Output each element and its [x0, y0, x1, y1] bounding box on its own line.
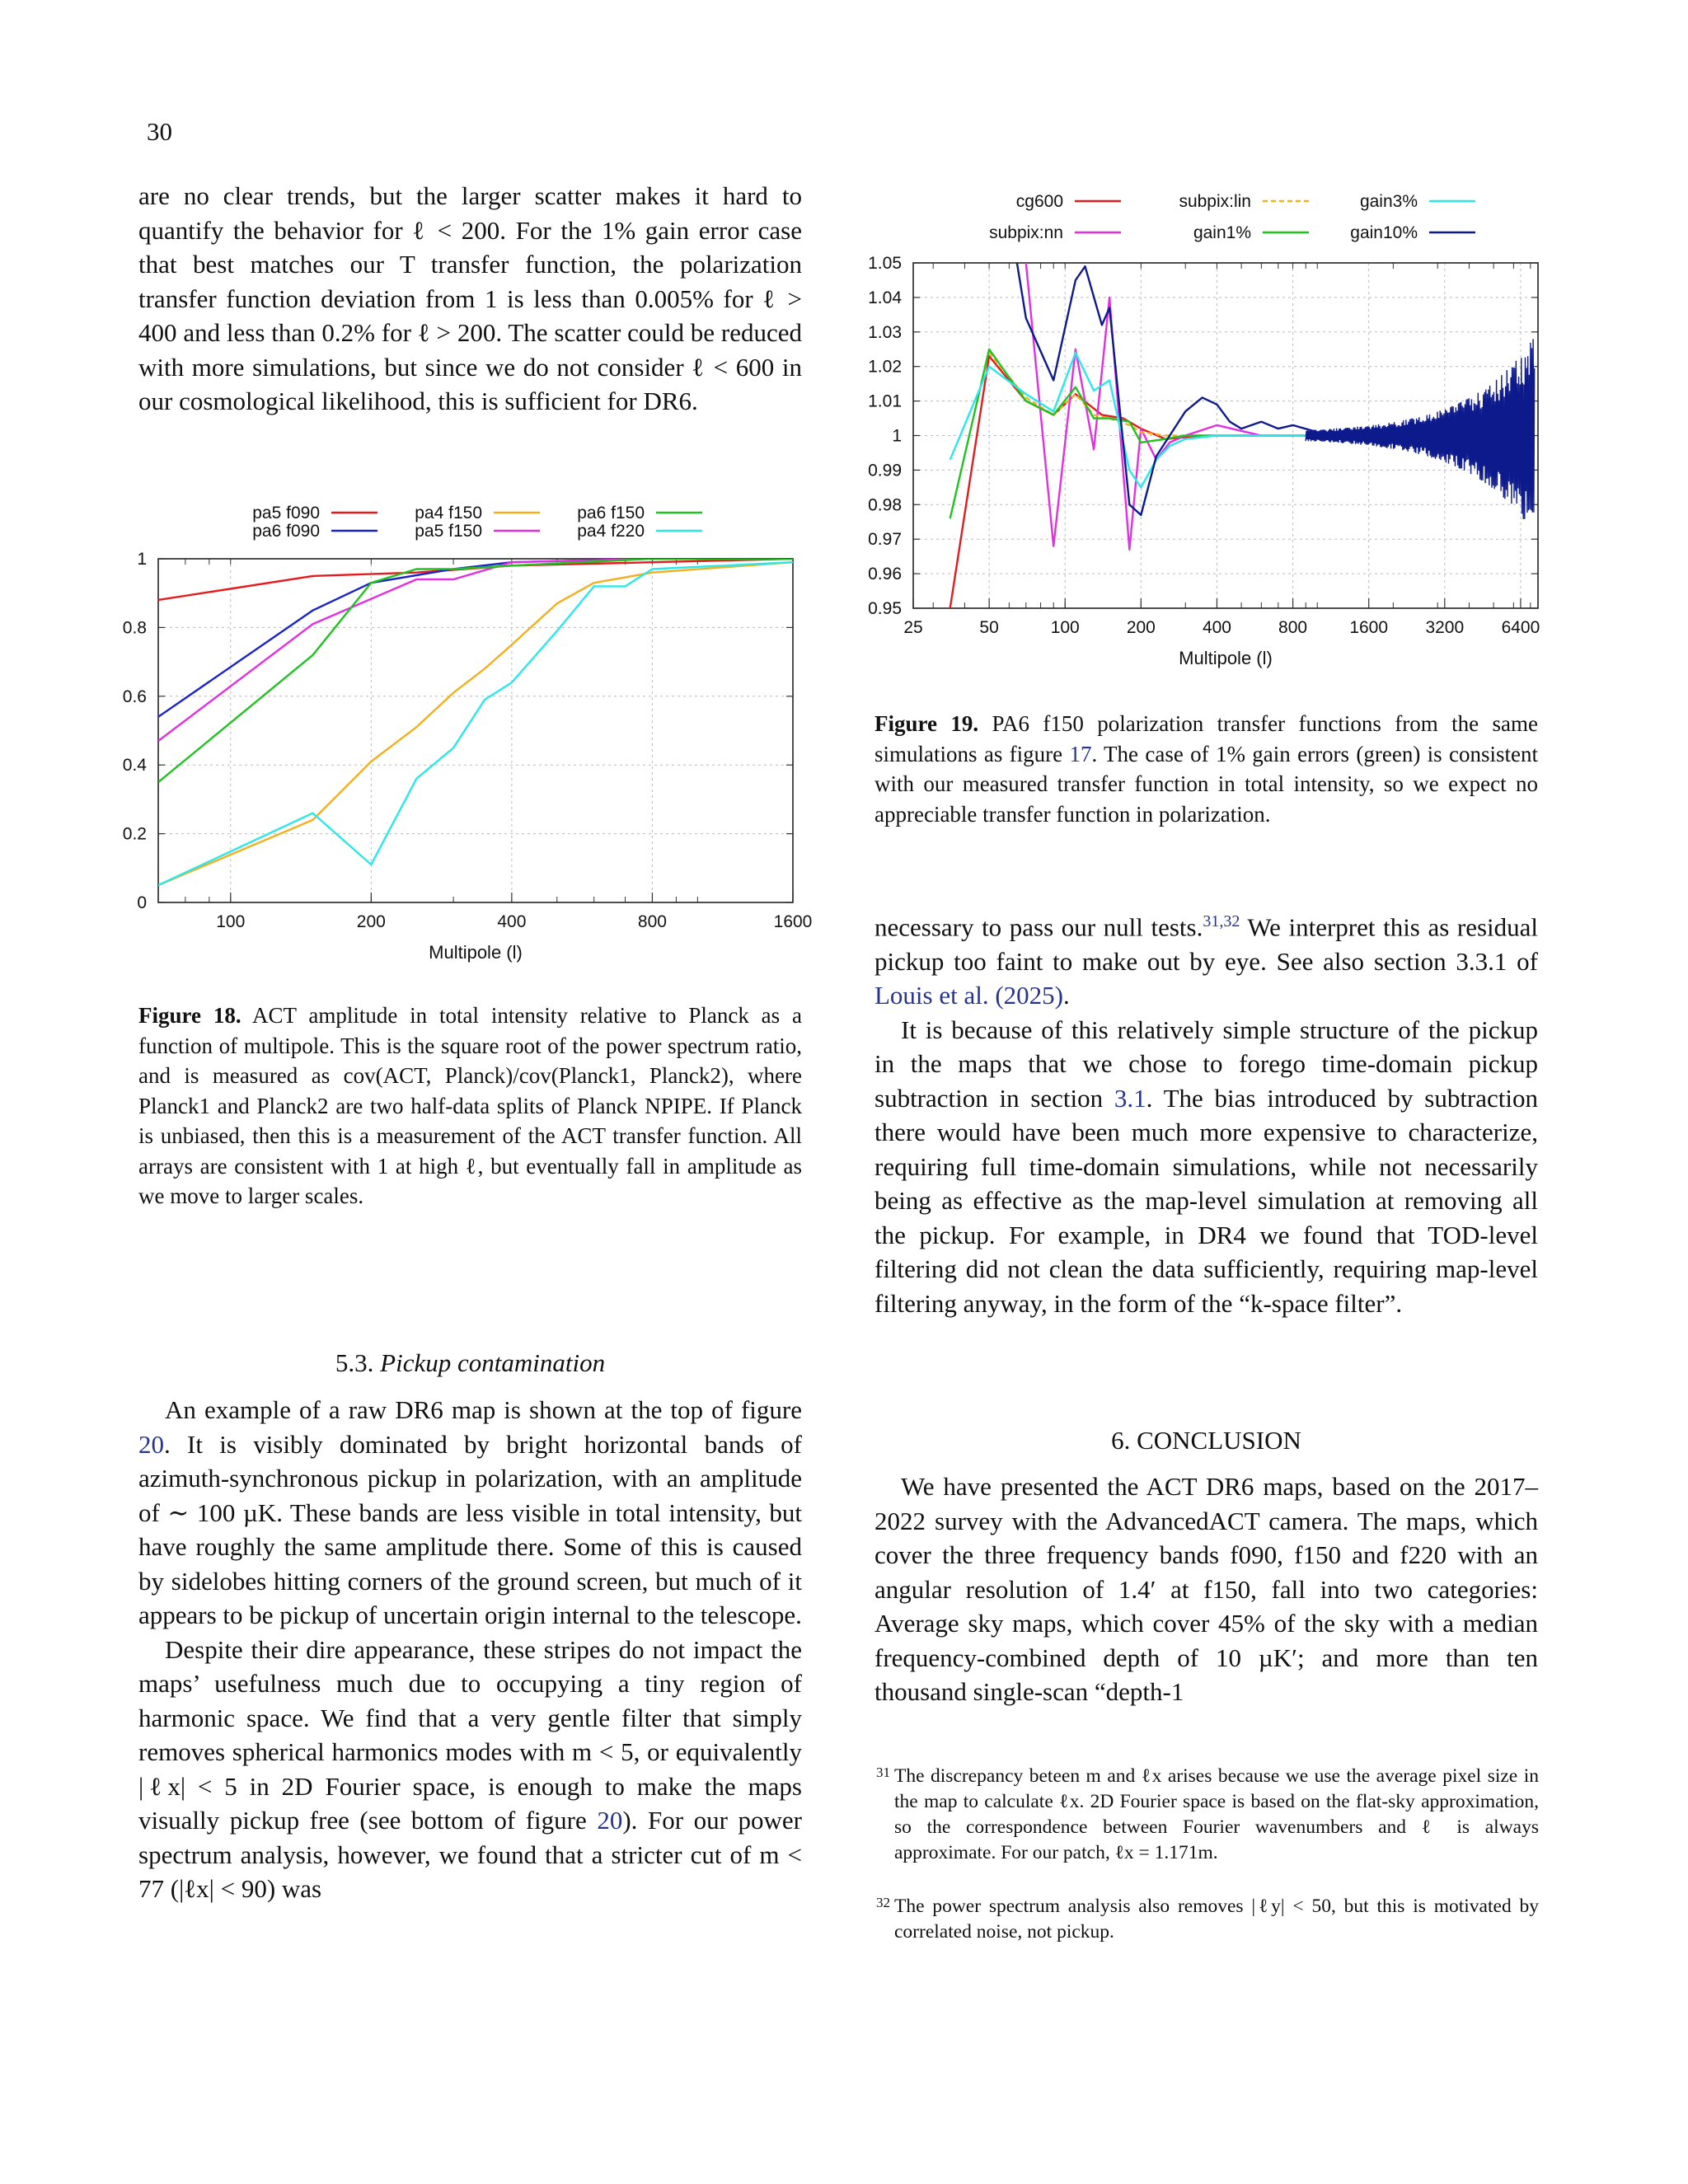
footnote-31-mark: 31 [876, 1765, 890, 1780]
x-tick-label: 3200 [1425, 618, 1465, 637]
y-tick-label: 0.98 [868, 495, 902, 515]
x-tick-label: 6400 [1501, 618, 1540, 637]
footnote-31-text: The discrepancy beteen m and ℓx arises because we use the average pixel size in the map to calculate ℓx. 2D Fourier space is based on the flat-sky approximation, so the correspondence between Fourier wavenumbers and ℓ is always approximate. For our patch, ℓx = 1.171m. [894, 1765, 1539, 1863]
section-5-3-number: 5.3. [335, 1348, 374, 1377]
section-3-1-ref-link[interactable]: 3.1 [1114, 1083, 1146, 1113]
figure-18-grid [158, 559, 793, 902]
x-tick-label: 200 [356, 912, 386, 931]
x-tick-label: 1600 [773, 912, 813, 931]
right-para1 [874, 905, 1538, 1013]
legend-label: pa6 f150 [577, 504, 645, 523]
figure-18-caption-text: ACT amplitude in total intensity relative to Planck as a function of multipole. This is the square root of the power spectrum ratio, and is measured as cov(ACT, Planck)/cov(Planck1, Planck2), where Planck1 and Planck2 are two half-data splits of Planck NPIPE. If Planck is unbiased, then this is a measurement of the ACT transfer function. All arrays are consistent with 1 at high ℓ, but eventually fall in amplitude as we move to larger scales. [138, 1003, 802, 1208]
right-para2-a: It is because of this relatively simple structure of the pickup in the maps that we chose to forego time-domain pickup subtraction in section [874, 1015, 1538, 1113]
right-para1-b: We interpret this as residual pickup too faint to make out by eye. See also section 3.3.1 of [874, 912, 1538, 976]
legend-label: pa6 f090 [252, 522, 320, 541]
series-line-pa6-f090 [158, 559, 793, 717]
legend-label: pa5 f150 [415, 522, 482, 541]
section-5-3-title: Pickup contamination [380, 1348, 606, 1377]
figure-18-legend [252, 504, 702, 541]
y-tick-label: 0.8 [122, 618, 147, 638]
conclusion-heading: 6. CONCLUSION [1111, 1426, 1301, 1455]
figure-19-caption-label: Figure 19. [874, 711, 979, 736]
y-tick-label: 1.03 [868, 322, 902, 342]
y-tick-label: 1 [137, 550, 147, 569]
figure-19-legend [989, 192, 1475, 242]
left-para3-b: ). For our power spectrum analysis, however, we found that a stricter cut of m < 77 (|ℓx| < 90) was [138, 1806, 802, 1903]
y-tick-label: 0.95 [868, 599, 902, 618]
series-line-cg600 [950, 356, 1470, 608]
y-tick-label: 0 [137, 893, 147, 912]
legend-label: pa4 f220 [577, 522, 645, 541]
left-para2 [138, 1393, 802, 1633]
series-line-pa5-f090 [158, 559, 793, 600]
footnote-ref-31-32[interactable]: 31,32 [1203, 912, 1240, 930]
y-tick-label: 0.96 [868, 565, 902, 584]
figure-19-axes [868, 254, 1540, 668]
right-para2 [874, 1013, 1538, 1321]
figure-17-ref-link[interactable]: 17 [1069, 741, 1092, 766]
left-paragraph-1 [138, 179, 802, 419]
series-line-subpix-lin [989, 353, 1469, 436]
series-line-pa4-f220 [158, 562, 793, 885]
figure-19-chart [841, 180, 1566, 691]
legend-label: pa5 f090 [252, 504, 320, 523]
series-line-gain3- [950, 353, 1470, 488]
x-tick-label: 100 [216, 912, 246, 931]
legend-label: pa4 f150 [415, 504, 482, 523]
figure-18-chart [107, 494, 832, 981]
figure-19-caption-a: PA6 f150 polarization transfer functions from the same simulations as figure [874, 711, 1539, 766]
x-tick-label: 800 [1278, 618, 1308, 637]
x-tick-label: 800 [637, 912, 667, 931]
left-para3-a: Despite their dire appearance, these stripes do not impact the maps’ usefulness much due to occupying a tiny region of harmonic space. We find that a very gentle filter that simply removes spherical harmonics modes with m < 5, or equivalently |ℓx| < 5 in 2D Fourier space, is enough to make the maps visually pickup free (see bottom of figure [138, 1634, 802, 1835]
x-axis-label: Multipole (l) [429, 942, 523, 963]
y-tick-label: 1.05 [868, 254, 902, 273]
figure-18-caption [138, 1001, 802, 1212]
figure-19-series [950, 180, 1535, 608]
footnote-32 [876, 1894, 1539, 1945]
right-body [874, 905, 1538, 1320]
left-para2-a: An example of a raw DR6 map is shown at the top of figure [165, 1395, 802, 1424]
x-tick-label: 100 [1050, 618, 1080, 637]
footnote-32-mark: 32 [876, 1895, 890, 1910]
legend-label: subpix:nn [989, 223, 1063, 242]
x-tick-label: 25 [903, 618, 923, 637]
figure-20-ref-link-2[interactable]: 20 [597, 1806, 623, 1835]
footnote-32-text: The power spectrum analysis also removes |ℓy| < 50, but this is motivated by correlated noise, not pickup. [894, 1896, 1539, 1943]
section-5-3-heading [138, 1348, 802, 1378]
legend-label: subpix:lin [1179, 192, 1251, 211]
louis-2025-citation-link[interactable]: Louis et al. (2025) [874, 981, 1064, 1010]
figure-19-caption [874, 709, 1538, 829]
conclusion-body [874, 1469, 1538, 1709]
y-tick-label: 0.97 [868, 530, 902, 550]
y-tick-label: 1 [892, 426, 902, 446]
legend-label: gain1% [1193, 223, 1251, 242]
x-tick-label: 400 [497, 912, 527, 931]
right-para1-a: necessary to pass our null tests. [874, 912, 1203, 942]
legend-label: gain10% [1350, 223, 1418, 242]
series-line-pa4-f150 [158, 562, 793, 885]
y-tick-label: 0.6 [122, 687, 147, 706]
y-tick-label: 0.99 [868, 461, 902, 480]
series-line-gain10-noise [1306, 339, 1535, 519]
figure-18-caption-label: Figure 18. [138, 1003, 241, 1028]
figure-18-axes [123, 550, 813, 963]
x-tick-label: 50 [979, 618, 999, 637]
left-para1-text: are no clear trends, but the larger scatter makes it hard to quantify the behavior for ℓ < 200. For the 1% gain error case that best matches our T transfer function, the polarization transfer function deviation from 1 is less than 0.005% for ℓ > 400 and less than 0.2% for ℓ > 200. The scatter could be reduced with more simulations, but since we do not consider ℓ < 600 in our cosmological likelihood, this is sufficient for DR6. [138, 181, 802, 415]
left-para2-b: . It is visibly dominated by bright horizontal bands of azimuth-synchronous pickup in polarization, with an amplitude of ∼ 100 µK. These bands are less visible in total intensity, but have roughly the same amplitude there. Some of this is caused by sidelobes hitting corners of the ground screen, but much of it appears to be pickup of uncertain origin internal to the telescope. [138, 1429, 802, 1629]
left-section-body [138, 1393, 802, 1906]
x-tick-label: 400 [1202, 618, 1231, 637]
legend-label: gain3% [1359, 192, 1418, 211]
series-line-pa6-f150 [158, 559, 793, 782]
left-para3 [138, 1633, 802, 1906]
plot-frame [158, 559, 793, 902]
right-para1-c: . [1063, 981, 1070, 1010]
figure-18-series [158, 559, 793, 885]
x-tick-label: 200 [1126, 618, 1156, 637]
conclusion-para: We have presented the ACT DR6 maps, based on the 2017–2022 survey with the AdvancedACT camera. The maps, which cover the three frequency bands f090, f150 and f220 with an angular resolution of 1.4′ at f150, fall into two categories: Average sky maps, which cover 45% of the sky with a median frequency-combined depth of 10 µK′; and more than ten thousand single-scan “depth-1 [874, 1472, 1538, 1706]
figure-20-ref-link[interactable]: 20 [138, 1429, 164, 1459]
x-axis-label: Multipole (l) [1179, 648, 1273, 668]
y-tick-label: 0.4 [122, 756, 147, 776]
page-number: 30 [147, 117, 172, 146]
legend-label: cg600 [1015, 192, 1063, 211]
footnote-31 [876, 1764, 1539, 1866]
y-tick-label: 1.01 [868, 391, 902, 411]
figure-19-caption-b: . The case of 1% gain errors (green) is consistent with our measured transfer function in total intensity, so we expect no appreciable transfer function in polarization. [874, 741, 1538, 827]
y-tick-label: 1.04 [868, 288, 902, 307]
x-tick-label: 1600 [1349, 618, 1389, 637]
y-tick-label: 0.2 [122, 824, 147, 844]
right-para2-b: . The bias introduced by subtraction there would have been much more expensive to characterize, requiring full time-domain simulations, while not necessarily being as effective as the map-level simulation at removing all the pickup. For example, in DR4 we found that TOD-level filtering did not clean the data sufficiently, requiring map-level filtering anyway, in the form of the “k-space filter”. [874, 1083, 1538, 1318]
y-tick-label: 1.02 [868, 357, 902, 377]
